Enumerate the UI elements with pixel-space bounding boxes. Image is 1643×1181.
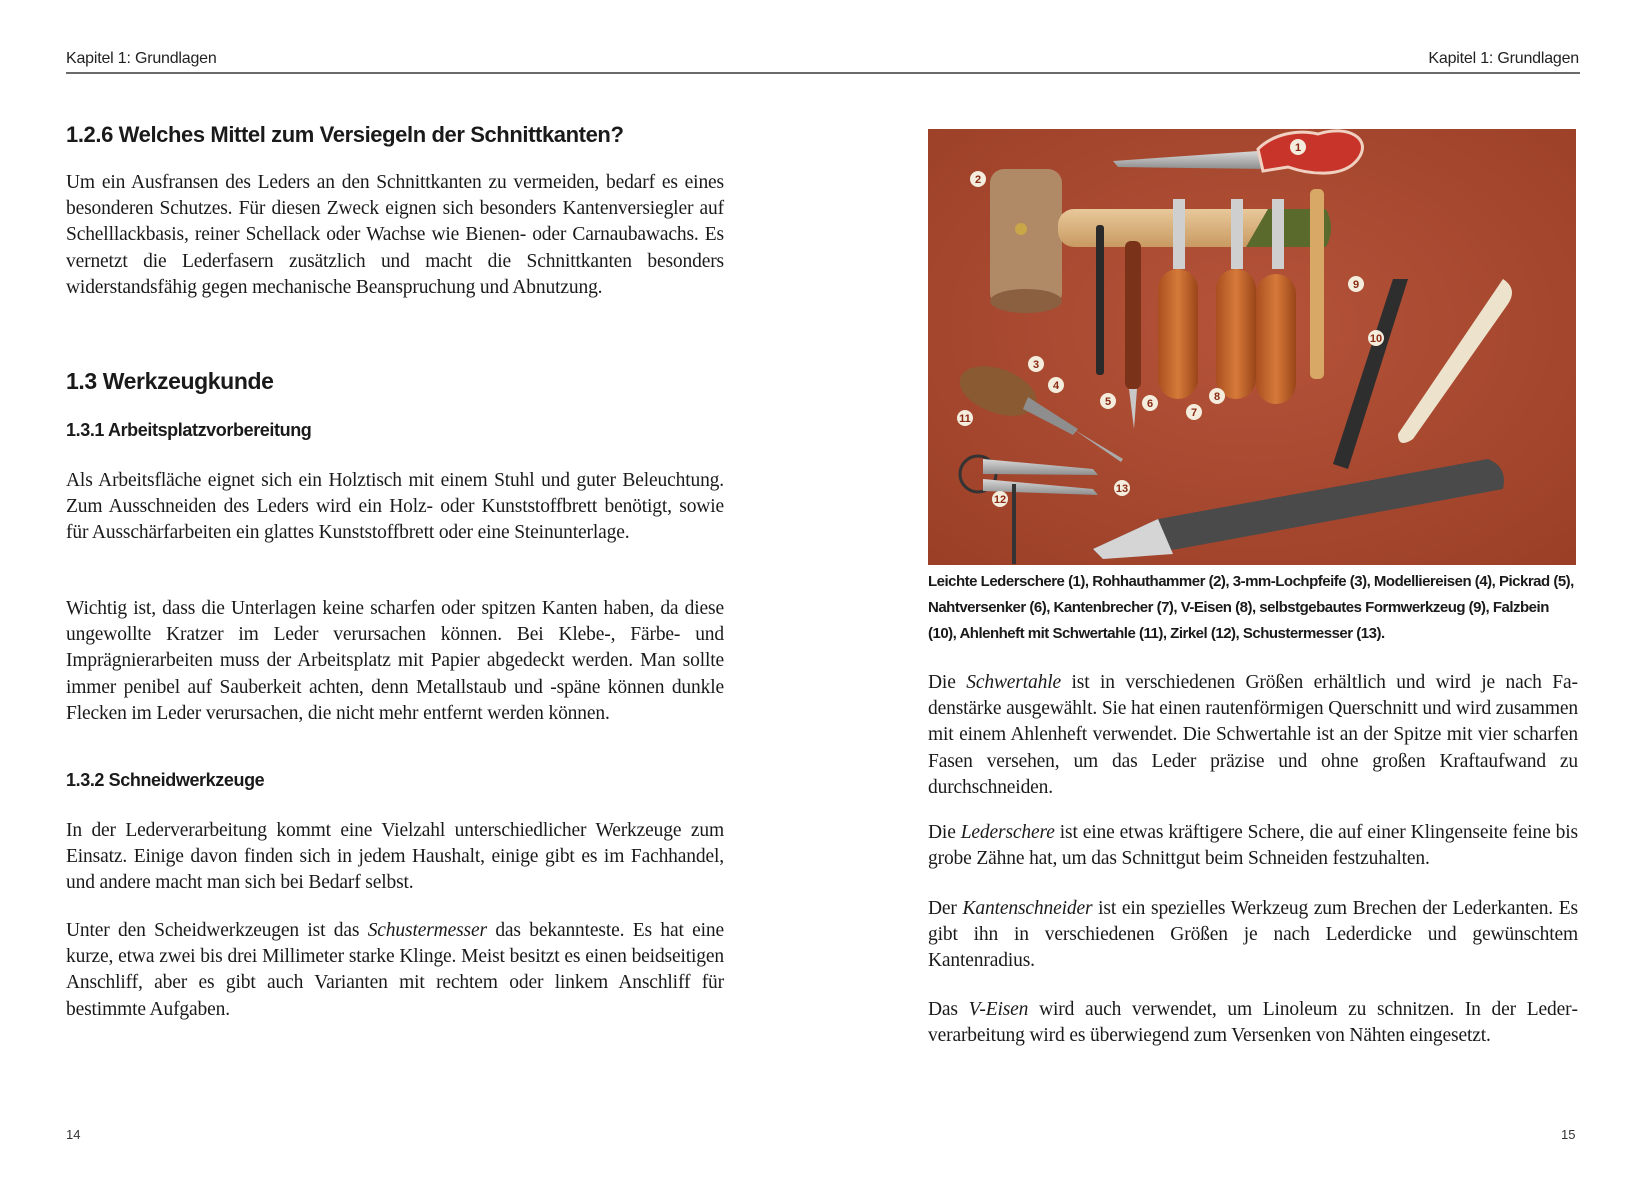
page-number-left: 14 xyxy=(66,1127,81,1142)
term-schustermesser: Schustermesser xyxy=(367,920,487,941)
svg-text:5: 5 xyxy=(1104,396,1112,408)
term-v-eisen: V-Eisen xyxy=(968,999,1029,1020)
hole-punch xyxy=(1096,225,1104,375)
svg-text:11: 11 xyxy=(959,413,971,425)
svg-text:7: 7 xyxy=(1190,407,1198,419)
svg-text:13: 13 xyxy=(1115,483,1129,495)
svg-text:2: 2 xyxy=(974,174,982,186)
marker-7 xyxy=(1186,404,1202,420)
svg-text:8: 8 xyxy=(1213,391,1221,403)
running-head-left: Kapitel 1: Grundlagen xyxy=(66,50,217,67)
paragraph-workspace-1: Als Arbeitsfläche eignet sich ein Holztisch mit einem Stuhl und guter Beleuchtung. Zum Ausschneiden des Leders wird ein Holz- oder Kunststoffbrett benötigt, sowie für Ausschärfarbeiten ein glattes Kunststoffbrett oder eine Steinunterlage. xyxy=(66,470,724,544)
marker-2 xyxy=(970,171,986,187)
marker-13 xyxy=(1114,480,1130,496)
heading-1-2-6: 1.2.6 Welches Mittel zum Versiegeln der Schnittkanten? xyxy=(66,122,624,147)
heading-1-3-1: 1.3.1 Arbeitsplatzvorbereitung xyxy=(66,420,312,440)
svg-text:9: 9 xyxy=(1352,279,1360,291)
marker-11 xyxy=(957,410,973,426)
marker-1 xyxy=(1290,139,1306,155)
marker-12 xyxy=(992,491,1008,507)
tools-photo xyxy=(928,129,1576,565)
header-rule xyxy=(66,72,1580,74)
marker-4 xyxy=(1048,377,1064,393)
marker-8 xyxy=(1209,388,1225,404)
svg-text:10: 10 xyxy=(1369,333,1383,345)
heading-1-3: 1.3 Werkzeugkunde xyxy=(66,368,274,394)
paragraph-cutting-tools-1: In der Lederverarbeitung kommt eine Vielzahl unterschiedlicher Werkzeuge zum Einsatz. Einige davon finden sich in jedem Haushalt, einige gibt es im Fachhandel, und andere macht man sich bei Bedarf selbst. xyxy=(66,820,724,894)
marker-9 xyxy=(1348,276,1364,292)
marker-10 xyxy=(1368,330,1384,346)
paragraph-workspace-2: Wichtig ist, dass die Unterlagen keine scharfen oder spitzen Kanten haben, da diese ungewollte Kratzer im Leder verursachen können. Bei Klebe-, Färbe- und Imprägnierarbeiten muss der Arbeitsplatz mit Papier abgedeckt werden. Man sollte immer penibel auf Sauberkeit achten, denn Metallstaub und -späne können dunkle Flecken im Leder verursachen, die nicht mehr entfernt werden können. xyxy=(66,598,724,724)
paragraph-kantenschneider: Der Kantenschneider ist ein spezielles Werkzeug zum Brechen der Lederkanten. Es gibt ihn in verschiedenen Größen je nach Lederdicke und gewünschtem Kantenradius. xyxy=(928,898,1578,972)
marker-6 xyxy=(1142,395,1158,411)
svg-text:12: 12 xyxy=(993,494,1007,506)
term-kantenschneider: Kantenschneider xyxy=(962,898,1093,919)
modeling-tool xyxy=(1125,241,1141,389)
svg-text:6: 6 xyxy=(1146,398,1154,410)
running-head-right: Kapitel 1: Grundlagen xyxy=(1428,50,1579,67)
paragraph-v-eisen: Das V-Eisen wird auch verwendet, um Linoleum zu schnitzen. In der Lederverarbeitung wird es überwiegend zum Versenken von Nähten eingesetzt. xyxy=(928,999,1579,1047)
page-number-right: 15 xyxy=(1561,1127,1576,1142)
svg-text:4: 4 xyxy=(1052,380,1060,392)
marker-5 xyxy=(1100,393,1116,409)
tools-photo-illustration xyxy=(928,129,1576,565)
paragraph-cutting-tools-2: Unter den Scheidwerkzeugen ist das Schustermesser das bekannteste. Es hat eine kurze, etwa zwei bis drei Millimeter starke Klinge. Meist besitzt es einen beidseitigen Anschliff, aber es gibt auch Varianten mit rechtem oder linkem Anschliff für bestimmte Aufgaben. xyxy=(66,920,724,1020)
figure-caption: Leichte Lederschere (1), Rohhauthammer (2), 3-mm-Lochpfeife (3), Modelliereisen (4), Pickrad (5), Nahtversenker (6), Kantenbrecher (7), V-Eisen (8), selbstgebautes Formwerkzeug (9), Falzbein (10), Ahlenheft mit Schwertahle (11), Zirkel (12), Schustermesser (13). xyxy=(928,573,1574,642)
paragraph-schwertahle: Die Schwertahle ist in verschiedenen Größen erhältlich und wird je nach Fadenstärke ausgewählt. Sie hat einen rautenförmigen Querschnitt und wird zusammen mit einem Ahlenheft verwendet. Die Schwertahle ist an der Spitze mit vier scharfen Fasen versehen, um das Leder präzise und ohne großen Kraftaufwand zu durchschneiden. xyxy=(928,672,1578,798)
heading-1-3-2: 1.3.2 Schneidwerkzeuge xyxy=(66,770,265,790)
svg-text:1: 1 xyxy=(1294,142,1302,154)
paragraph-sealing: Um ein Ausfransen des Leders an den Schnittkanten zu vermeiden, bedarf es eines besonderen Schutzes. Für diesen Zweck eignen sich besonders Kantenversiegler auf Schelllackbasis, reiner Schellack oder Wachse wie Bienen- oder Carnaubawachs. Es vernetzt die Lederfasern zusätzlich und macht die Schnittkanten besonders widerstandsfähig gegen mechanische Beanspruchung und Abnutzung. xyxy=(66,172,724,298)
marker-3 xyxy=(1028,356,1044,372)
term-schwertahle: Schwertahle xyxy=(966,672,1061,693)
svg-text:3: 3 xyxy=(1032,359,1040,371)
paragraph-lederschere: Die Lederschere ist eine etwas kräftigere Schere, die auf einer Klingenseite feine bis grobe Zähne hat, um das Schnittgut beim Schneiden festzuhalten. xyxy=(928,822,1578,870)
term-lederschere: Lederschere xyxy=(960,822,1055,843)
